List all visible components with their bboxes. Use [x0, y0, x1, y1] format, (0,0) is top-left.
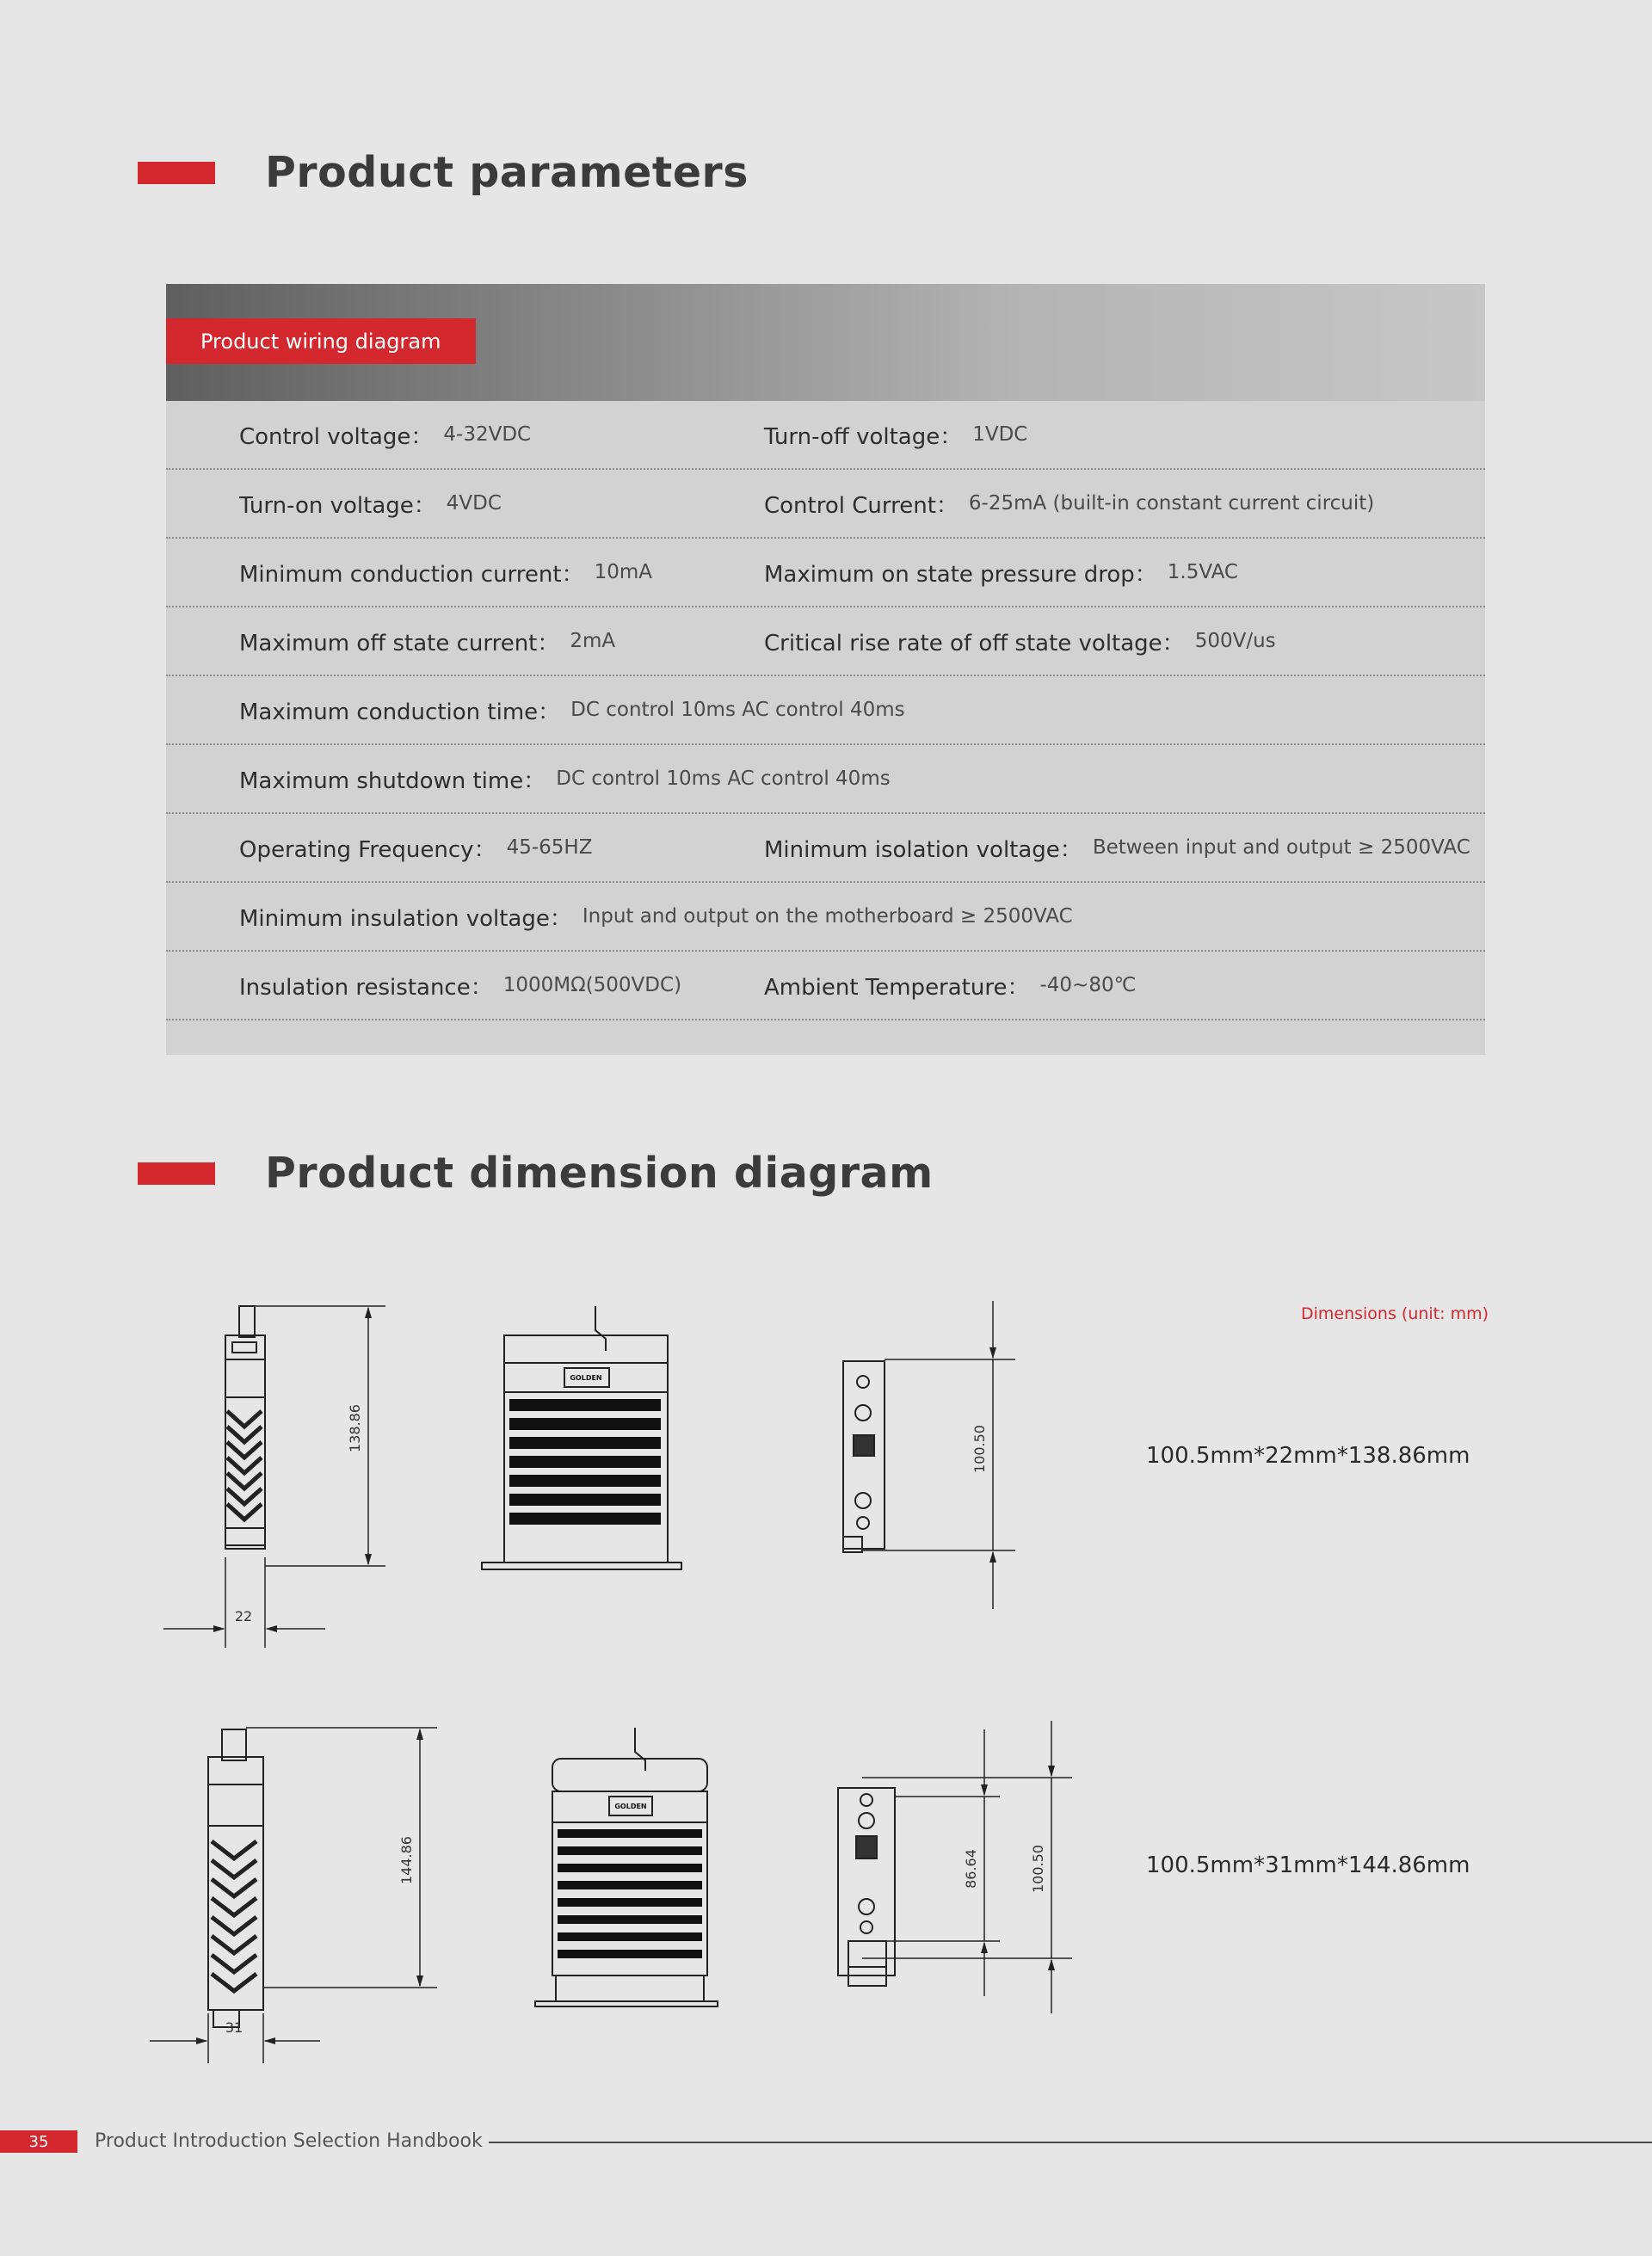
parameter-label: Operating Frequency： [239, 836, 496, 863]
parameter-value: DC control 10ms AC control 40ms [570, 699, 905, 721]
table-row [166, 539, 1485, 607]
model2-side-view [150, 1728, 437, 2063]
model2-side-label: 100.50 [1030, 1845, 1046, 1893]
parameter-cell [239, 745, 891, 812]
page-number: 35 [0, 2130, 77, 2153]
parameter-label: Control Current： [764, 492, 959, 519]
parameter-label: Maximum conduction time： [239, 699, 561, 725]
parameter-cell [239, 607, 615, 675]
parameter-label: Turn-off voltage： [764, 423, 963, 450]
model2-inner-label: 86.64 [963, 1849, 979, 1889]
parameter-value: 2mA [570, 630, 616, 652]
parameter-value: 45-65HZ [506, 836, 593, 859]
parameters-title: Product parameters [265, 148, 749, 197]
table-row [166, 745, 1485, 814]
parameter-value: 1VDC [972, 423, 1028, 446]
parameter-cell [764, 401, 1027, 468]
parameter-cell [764, 952, 1136, 1019]
parameter-value: 4-32VDC [443, 423, 532, 446]
dimension-diagram-area [0, 1273, 1652, 2091]
parameters-header [138, 148, 749, 197]
parameter-value: 1.5VAC [1167, 561, 1238, 583]
parameter-label: Control voltage： [239, 423, 434, 450]
parameter-cell [764, 607, 1276, 675]
parameter-cell [764, 539, 1238, 606]
model2-width-label: 31 [225, 2019, 243, 2036]
model2-brand-label: GOLDEN [614, 1803, 647, 1810]
footer-title: Product Introduction Selection Handbook [95, 2130, 483, 2152]
parameter-label: Turn-on voltage： [239, 492, 436, 519]
model1-height-label: 138.86 [347, 1404, 363, 1452]
parameter-cell [239, 470, 502, 537]
parameter-label: Critical rise rate of off state voltage： [764, 630, 1185, 656]
model1-rail-view [843, 1301, 1015, 1609]
parameter-cell [239, 401, 531, 468]
section-accent-bar [138, 162, 215, 184]
parameter-value: -40~80℃ [1039, 974, 1137, 996]
parameter-cell [239, 952, 681, 1019]
table-row [166, 607, 1485, 676]
parameter-value: Input and output on the motherboard ≥ 2500VAC [582, 905, 1073, 928]
table-row [166, 676, 1485, 745]
table-row [166, 814, 1485, 883]
parameter-value: 1000MΩ(500VDC) [502, 974, 682, 996]
model2-front-view [535, 1728, 718, 2006]
dimensions-unit-note: Dimensions (unit: mm) [1300, 1304, 1489, 1323]
parameter-cell [239, 539, 652, 606]
parameter-label: Minimum isolation voltage： [764, 836, 1082, 863]
model1-front-view [482, 1306, 681, 1569]
parameter-label: Maximum on state pressure drop： [764, 561, 1157, 588]
model2-height-label: 144.86 [398, 1836, 415, 1884]
section-accent-bar [138, 1162, 215, 1185]
table-header [166, 284, 1485, 401]
parameter-label: Minimum insulation voltage： [239, 905, 572, 932]
parameter-value: 6-25mA (built-in constant current circuit) [968, 492, 1375, 515]
table-body [166, 401, 1485, 1055]
model1-side-label: 100.50 [971, 1425, 988, 1473]
model1-brand-label: GOLDEN [570, 1374, 602, 1382]
parameter-value: 10mA [594, 561, 652, 583]
parameter-value: 500V/us [1194, 630, 1276, 652]
parameter-label: Insulation resistance： [239, 974, 493, 1001]
parameter-cell [764, 470, 1374, 537]
parameter-label: Ambient Temperature： [764, 974, 1030, 1001]
model2-size-text: 100.5mm*31mm*144.86mm [1146, 1852, 1470, 1878]
dimensions-title: Product dimension diagram [265, 1149, 934, 1198]
parameter-value: Between input and output ≥ 2500VAC [1092, 836, 1470, 859]
model1-size-text: 100.5mm*22mm*138.86mm [1146, 1443, 1470, 1469]
parameter-label: Maximum off state current： [239, 630, 560, 656]
dimensions-header [138, 1149, 934, 1198]
parameter-label: Minimum conduction current： [239, 561, 584, 588]
dimension-drawings [0, 1273, 1652, 2091]
table-row [166, 952, 1485, 1020]
model1-width-label: 22 [234, 1608, 253, 1624]
parameter-cell [239, 676, 905, 743]
parameter-value: 4VDC [446, 492, 502, 515]
footer-divider [489, 2142, 1652, 2143]
parameters-table [166, 284, 1485, 1055]
parameter-value: DC control 10ms AC control 40ms [556, 767, 891, 790]
table-row [166, 401, 1485, 470]
table-row [166, 470, 1485, 539]
table-row [166, 883, 1485, 952]
parameter-label: Maximum shutdown time： [239, 767, 546, 794]
parameter-cell [239, 814, 592, 881]
page-footer [0, 2130, 1652, 2153]
parameter-cell [764, 814, 1470, 881]
parameter-cell [239, 883, 1073, 950]
wiring-diagram-tag: Product wiring diagram [166, 318, 476, 364]
model1-side-view [163, 1306, 385, 1648]
